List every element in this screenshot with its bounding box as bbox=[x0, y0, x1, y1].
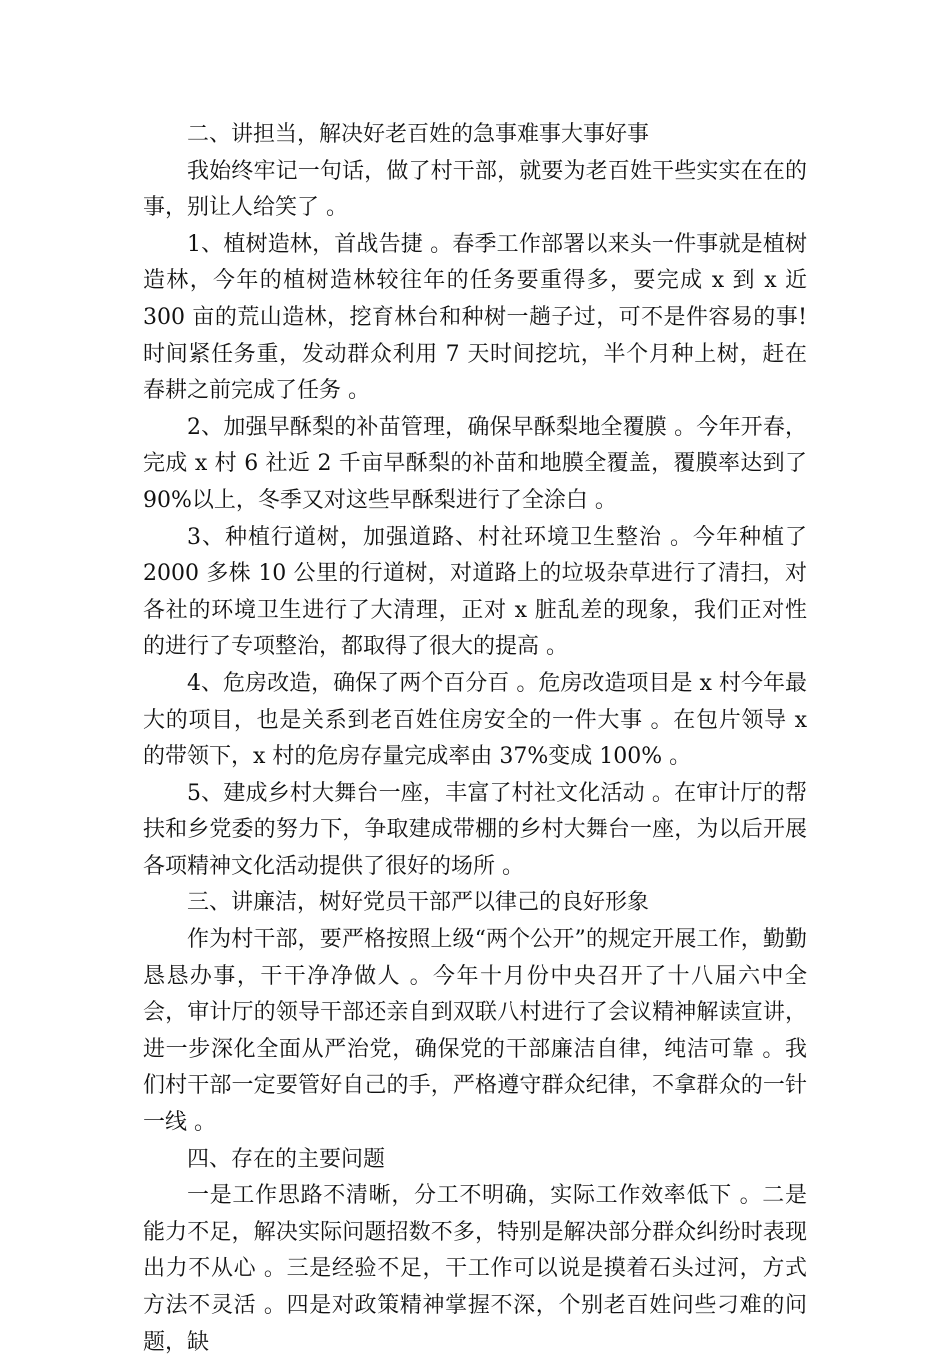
section-heading-3: 三、讲廉洁，树好党员干部严以律己的良好形象 bbox=[187, 890, 650, 916]
paragraph-item-2: 2、加强早酥梨的补苗管理，确保早酥梨地全覆膜 。今年开春，完成 x 村 6 社近 2 千亩早酥梨的补苗和地膜全覆盖，覆膜率达到了 90%以上，冬季又对这些早酥梨进行了全涂白 。 bbox=[143, 414, 807, 513]
section-heading-2: 二、讲担当，解决好老百姓的急事难事大事好事 bbox=[187, 122, 650, 147]
paragraph-item-1: 1、植树造林，首战告捷 。春季工作部署以来头一件事就是植树造林，今年的植树造林较往年的任务要重得多，要完成 x 到 x 近 300 亩的荒山造林，挖育林台和种树一趟子过，可不是件容易的事!时间紧任务重，发动群众利用 7 天时间挖坑，半个月种上树，赶在春耕之前完成了任务 。 bbox=[143, 231, 807, 404]
document-body bbox=[143, 117, 807, 1361]
paragraph-intro: 我始终牢记一句话，做了村干部，就要为老百姓干些实实在在的事，别让人给笑了 。 bbox=[143, 158, 807, 221]
paragraph-item-3: 3、种植行道树，加强道路、村社环境卫生整治 。今年种植了 2000 多株 10 公里的行道树，对道路上的垃圾杂草进行了清扫，对各社的环境卫生进行了大清理，正对 x 脏乱差的现象，我们正对性的进行了专项整治，都取得了很大的提高 。 bbox=[143, 524, 807, 660]
paragraph-problems: 一是工作思路不清晰，分工不明确，实际工作效率低下 。二是能力不足，解决实际问题招数不多，特别是解决部分群众纠纷时表现出力不从心 。三是经验不足，干工作可以说是摸着石头过河，方式方法不灵活 。四是对政策精神掌握不深，个别老百姓问些刁难的问题，缺 bbox=[143, 1183, 807, 1355]
paragraph-item-5: 5、建成乡村大舞台一座，丰富了村社文化活动 。在审计厅的帮扶和乡党委的努力下，争取建成带棚的乡村大舞台一座，为以后开展各项精神文化活动提供了很好的场所 。 bbox=[143, 780, 807, 879]
paragraph-integrity: 作为村干部，要严格按照上级“两个公开”的规定开展工作，勤勤恳恳办事，干干净净做人 。今年十月份中央召开了十八届六中全会，审计厅的领导干部还亲自到双联八村进行了会议精神解读宣讲，进一步深化全面从严治党，确保党的干部廉洁自律，纯洁可靠 。我们村干部一定要管好自己的手，严格遵守群众纪律，不拿群众的一针一线 。 bbox=[143, 927, 807, 1136]
paragraph-item-4: 4、危房改造，确保了两个百分百 。危房改造项目是 x 村今年最大的项目，也是关系到老百姓住房安全的一件大事 。在包片领导 x 的带领下，x 村的危房存量完成率由 37%变成 100% 。 bbox=[143, 670, 807, 770]
section-heading-4: 四、存在的主要问题 bbox=[187, 1146, 386, 1172]
